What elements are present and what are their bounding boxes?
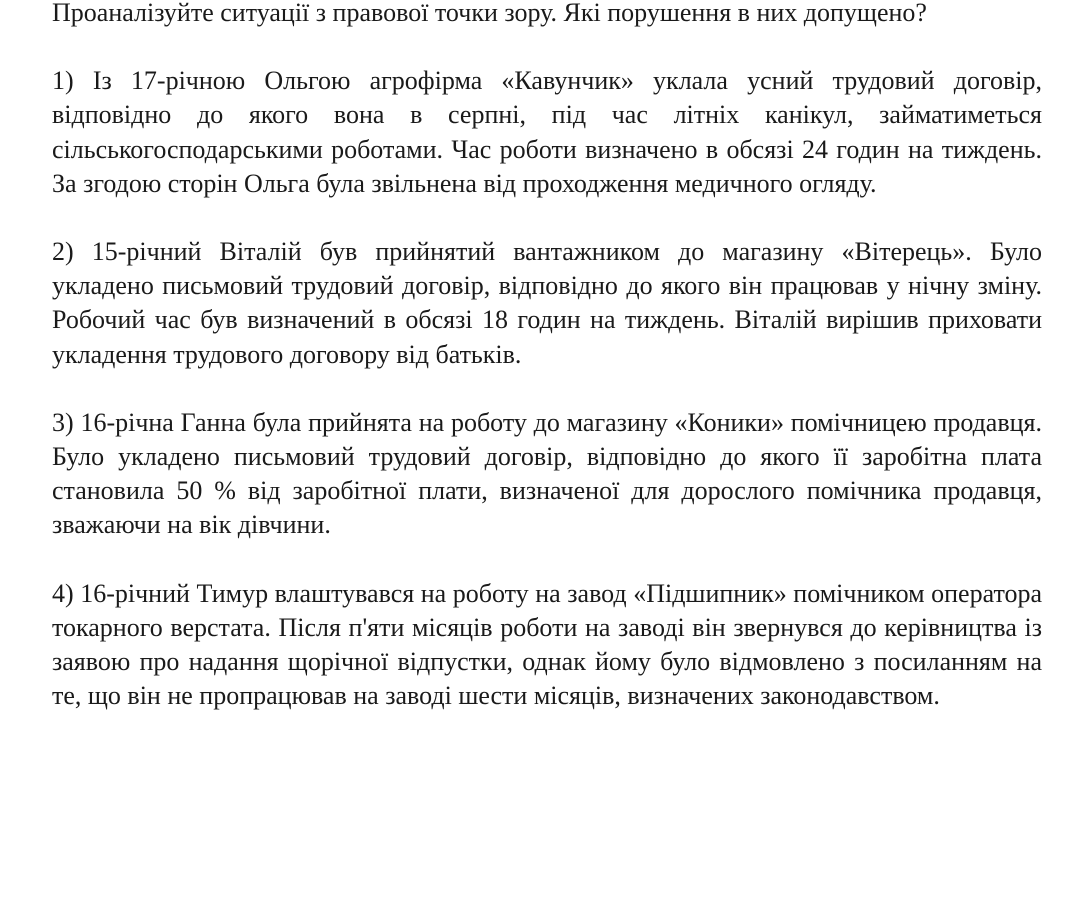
intro-question: Проаналізуйте ситуації з правової точки зору. Які порушення в них допущено? — [52, 0, 927, 27]
document-page — [52, 0, 1042, 747]
situation-4: 4) 16-річний Тимур влаштувався на роботу на завод «Підшипник» помічником оператора токарного верстата. Після п'яти місяців роботи на заводі він звернувся до керівництва із заявою про надання щорічної відпустки, однак йому було відмовлено з посиланням на те, що він не пропрацював на заводі шести місяців, визначених законодавством. — [52, 578, 1042, 711]
situation-1: 1) Із 17-річною Ольгою агрофірма «Кавунчик» уклала усний трудовий договір, відповідно до якого вона в серпні, під час літніх канікул, займатиметься сільськогосподарськими роботами. Час роботи визначено в обсязі 24 годин на тиждень. За згодою сторін Ольга була звільнена від проходження медичного огляду. — [52, 66, 1042, 198]
situation-2: 2) 15-річний Віталій був прийнятий вантажником до магазину «Вітерець». Було укладено письмовий трудовий договір, відповідно до якого він працював у нічну зміну. Робочий час був визначений в обсязі 18 годин на тиждень. Віталій вирішив приховати укладення трудового договору від батьків. — [52, 237, 1042, 369]
situation-3: 3) 16-річна Ганна була прийнята на роботу до магазину «Коники» помічницею продавця. Було укладено письмовий трудовий договір, відповідно до якого її заробітна плата становила 50 % від заробітної плати, визначеної для дорослого помічника продавця, зважаючи на вік дівчини. — [52, 407, 1042, 540]
